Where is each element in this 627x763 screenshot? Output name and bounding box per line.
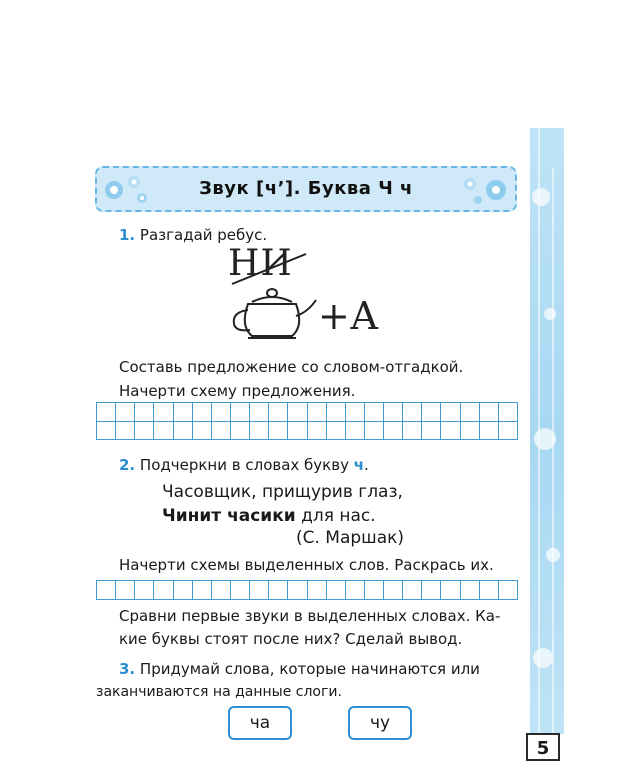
task-instruction: Разгадай ребус. [139,226,268,244]
poem-line-2 [162,506,376,526]
syllable-box-cha: ча [228,706,292,740]
punctuation: . [364,456,369,474]
teapot-icon [226,286,322,342]
highlight-letter: ч [353,456,365,474]
poem-rest: для нас. [295,506,376,526]
side-decoration-strip [530,128,564,734]
task2-heading [119,456,369,474]
poem-line-1: Часовщик, прищурив глаз, [162,482,403,502]
task-instruction: Придумай слова, которые начинаются или [139,660,480,678]
rebus-letters: НИ [228,243,293,284]
task1-text-line1: Составь предложение со словом-отгадкой. [119,358,464,376]
syllable-box-chu: чу [348,706,412,740]
task1-text-line2: Начерти схему предложения. [119,382,356,400]
task2-text-line2: Сравни первые звуки в выделенных словах. Ка- [119,607,501,625]
task3-heading [119,660,480,678]
task3-text-line2: заканчиваются на данные слоги. [96,684,342,700]
task-number: 2. [119,456,136,474]
task-number: 3. [119,660,136,678]
task-number: 1. [119,226,136,244]
page-number: 5 [526,733,560,761]
page-title: Звук [ч’]. Буква Ч ч [199,178,413,199]
task1-heading [119,226,267,244]
task2-text-line3: кие буквы стоят после них? Сделай вывод. [119,630,463,648]
poem-bold-words: Чинит часики [162,506,296,526]
strike-line [230,250,310,290]
poem-author: (С. Маршак) [296,528,405,548]
word-scheme-grid[interactable] [96,580,518,600]
rebus-plus: +А [318,294,379,338]
task2-text-line1: Начерти схемы выделенных слов. Раскрась их. [119,556,494,574]
task-instruction: Подчеркни в словах букву [139,456,354,474]
sentence-scheme-grid[interactable] [96,402,518,440]
